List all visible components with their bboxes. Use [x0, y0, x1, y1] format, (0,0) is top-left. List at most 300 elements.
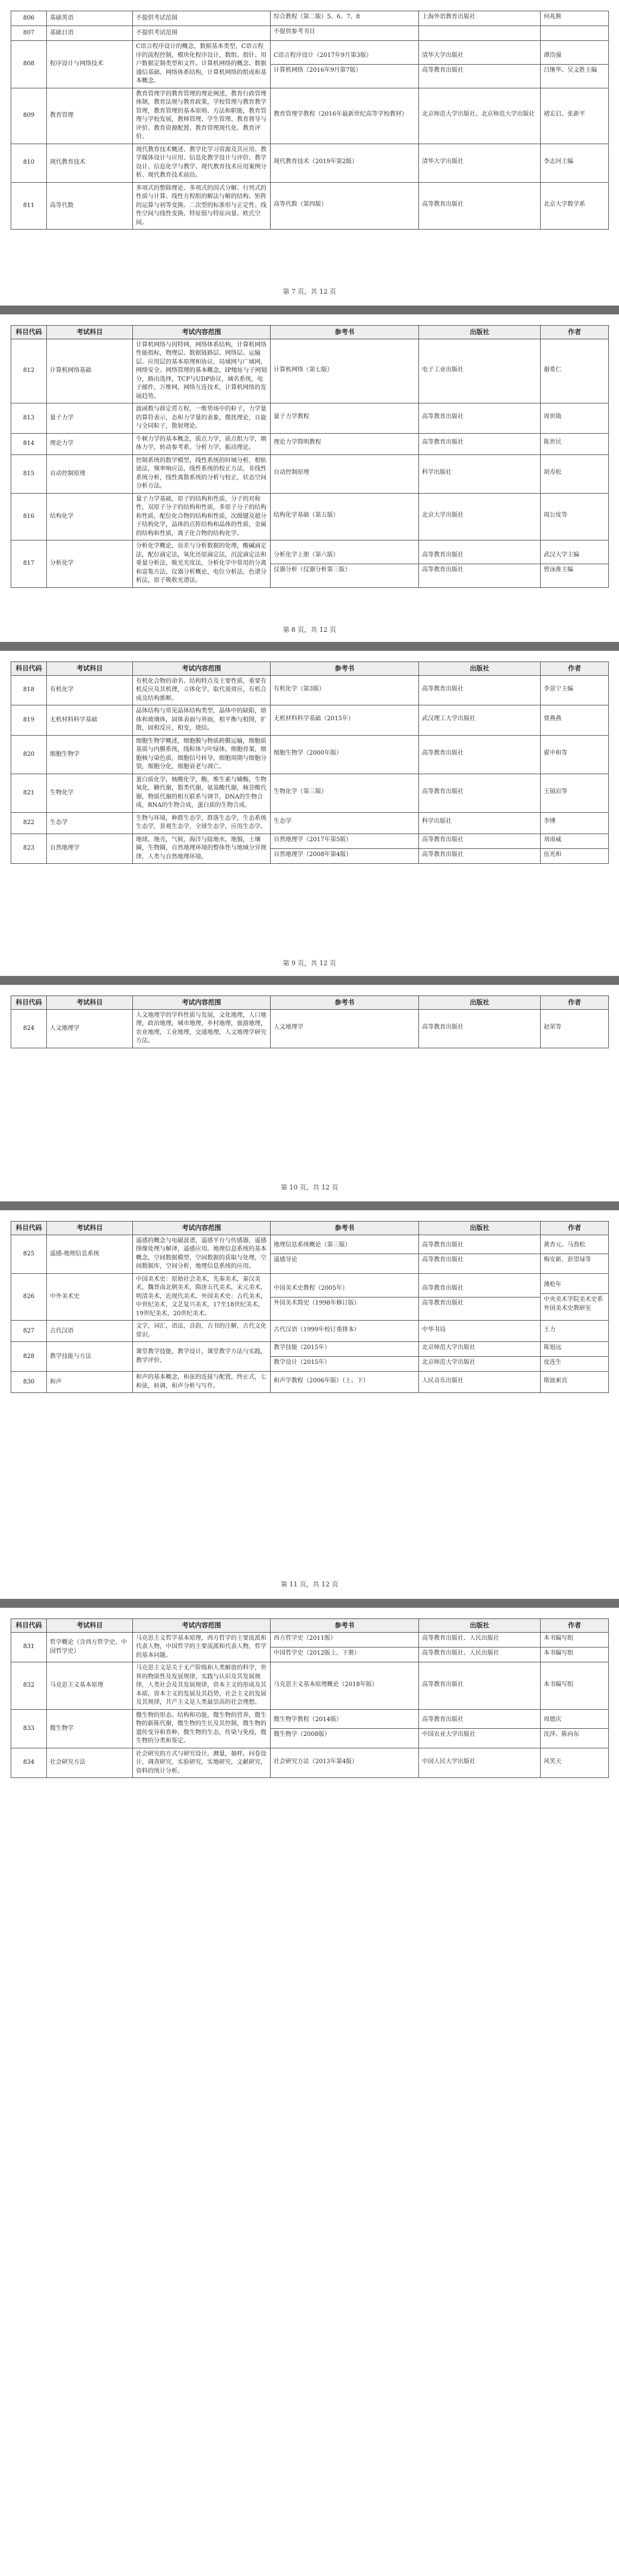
- reference-book-cell: [271, 812, 419, 834]
- subject-name-cell: 细胞生物学: [47, 735, 133, 774]
- author-cell: [541, 675, 609, 705]
- author-cell: [541, 540, 609, 588]
- exam-scope-cell: 文字，词汇，语法，音韵，古书的注解，古代文化常识。: [133, 1321, 271, 1342]
- header-ref: 参考书: [271, 1619, 419, 1633]
- header-code: 科目代码: [11, 1619, 47, 1633]
- subject-name-cell: 高等代数: [47, 182, 133, 230]
- subject-code-cell: 822: [11, 812, 47, 834]
- publisher-cell: [419, 493, 541, 540]
- reference-book-cell-entry: 细胞生物学（2000年版）: [274, 749, 342, 756]
- exam-scope-cell: 细胞生物学概述，细胞膜与物质跨膜运输，细胞质基质与内膜系统，线粒体与叶绿体，细胞骨架，细胞核与染色质，细胞信号转导，细胞周期与细胞分裂，细胞分化，细胞衰老与凋亡。: [133, 735, 271, 774]
- reference-book-cell-entry: 计算机网络（2016年9月第7版）: [274, 66, 362, 74]
- subject-name-cell: 自动控制原理: [47, 454, 133, 493]
- author-cell-entry: 本书编写组: [541, 1633, 608, 1648]
- reference-book-cell: [271, 1632, 419, 1662]
- subject-name-cell: 和声: [47, 1372, 133, 1393]
- reference-book-cell: [271, 88, 419, 144]
- subject-name-cell: 中外美术史: [47, 1273, 133, 1321]
- subject-name-cell: 马克思主义基本原理: [47, 1662, 133, 1710]
- publisher-cell-entry: 北京大学出版社: [422, 512, 464, 519]
- author-cell: [541, 705, 609, 736]
- table-body: [11, 1235, 609, 1393]
- header-name: 考试科目: [47, 1222, 133, 1235]
- author-cell-entry: 刘南威: [541, 834, 608, 849]
- reference-book-cell-entry: 和声学教程（2006年版）（上、下）: [274, 1377, 369, 1384]
- exam-scope-cell: 微生物的形态、结构和功能，微生物的营养，微生物的新陈代谢，微生物的生长及其控制，微生物的遗传变异和育种，微生物的生态，传染与免疫，微生物的分类和鉴定。: [133, 1709, 271, 1748]
- header-ref: 参考书: [271, 662, 419, 676]
- author-cell: [541, 1709, 609, 1748]
- table-body: [11, 1632, 609, 1778]
- page-footer: 第 7 页，共 12 页: [282, 288, 337, 295]
- author-cell: [541, 144, 609, 182]
- reference-book-cell-entry: 生物化学（第三版）: [274, 788, 327, 795]
- author-cell: [541, 834, 609, 864]
- reference-book-cell-entry: 中国美术史教程（2005年）: [271, 1283, 418, 1297]
- reference-book-cell-entry: 教学设计（2015年）: [274, 1359, 331, 1366]
- header-name: 考试科目: [47, 326, 133, 339]
- reference-book-cell-entry: 分析化学上册（第六版）: [271, 549, 418, 564]
- exam-table: [11, 996, 609, 1048]
- exam-table: [11, 325, 609, 588]
- reference-book-cell-entry: 社会研究方法（2013年第4版）: [274, 1758, 358, 1765]
- author-cell: [541, 454, 609, 493]
- publisher-cell-entry: 上海外语教育出版社: [422, 14, 475, 20]
- exam-scope-cell: 晶体结构与常见晶体结构类型，晶体中的缺陷，熔体和玻璃体，固体表面与界面，相平衡与相图，扩散，固相反应，相变，烧结。: [133, 705, 271, 736]
- subject-name-cell: 理论力学: [47, 433, 133, 454]
- reference-book-cell-entry: 理论力学简明教程: [274, 439, 321, 446]
- publisher-cell: [419, 339, 541, 403]
- subject-name-cell: 结构化学: [47, 493, 133, 540]
- publisher-cell-entry: 高等教育出版社: [422, 1299, 464, 1306]
- table-row: [11, 1342, 609, 1372]
- author-cell-entry: 薄松年: [541, 1279, 608, 1294]
- table-header-row: [11, 996, 609, 1010]
- subject-code-cell: 819: [11, 705, 47, 736]
- reference-book-cell: [271, 144, 419, 182]
- author-cell-entry: 曾泳淮主编: [544, 567, 573, 574]
- author-cell-entry: 陈世民: [544, 439, 561, 446]
- subject-code-cell: 827: [11, 1321, 47, 1342]
- author-cell-entry: 梅安新、彭望琭等: [544, 1257, 591, 1264]
- subject-code-cell: 812: [11, 339, 47, 403]
- exam-scope-cell: 现代教育技术概述、教学化学习资源及其应用、教学媒体设计与应用、信息化教学设计与评价、教学设计、信息化学与教学、现代教育技术应用案例分析、现代教育技术前沿。: [133, 144, 271, 182]
- reference-book-cell: [271, 1321, 419, 1342]
- reference-book-cell-entry: 自动控制原理: [274, 469, 309, 476]
- author-cell-entry: 胡寿松: [544, 469, 561, 476]
- reference-book-cell: [271, 1009, 419, 1048]
- subject-code-cell: 823: [11, 834, 47, 864]
- publisher-cell: [419, 1273, 541, 1321]
- reference-book-cell-entry: 计算机网络（第七版）: [274, 366, 333, 373]
- header-pub: 出版社: [419, 662, 541, 676]
- table-row: [11, 1709, 609, 1748]
- table-row: [11, 403, 609, 434]
- author-cell-entry: 本书编写组: [544, 1681, 573, 1688]
- table-row: [11, 705, 609, 736]
- reference-book-cell-entry: 马克思主义基本原理概论（2018年版）: [274, 1681, 378, 1688]
- author-cell: [541, 41, 609, 88]
- subject-name-cell: 遥感-地理信息系统: [47, 1235, 133, 1273]
- publisher-cell-entry: 北京师范大学出版社、北京师范大学出版社: [422, 111, 535, 117]
- table-body: [11, 1009, 609, 1048]
- reference-book-cell: [271, 403, 419, 434]
- reference-book-cell-entry: 仪器分析（仪器分析第三版）: [274, 567, 351, 574]
- author-cell: [541, 812, 609, 834]
- page-footer: 第 9 页，共 12 页: [282, 959, 337, 967]
- page-footer: 第 8 页，共 12 页: [282, 626, 337, 634]
- publisher-cell: [419, 735, 541, 774]
- author-cell: [541, 1748, 609, 1778]
- publisher-cell-entry: 高等教育出版社: [422, 788, 464, 795]
- header-name: 考试科目: [47, 662, 133, 676]
- author-cell-entry: 北京大学数学系: [544, 201, 585, 208]
- author-cell-entry: 周世勋: [544, 414, 561, 421]
- author-cell-entry: 王镜岩等: [544, 788, 567, 795]
- subject-code-cell: 815: [11, 454, 47, 493]
- subject-code-cell: 818: [11, 675, 47, 705]
- exam-scope-cell: 波函数与薛定谔方程，一维势场中的粒子，力学量的算符表示，态和力学量的表象，微扰理论，自旋与全同粒子，散射理论。: [133, 403, 271, 434]
- author-cell: [541, 493, 609, 540]
- table-row: [11, 735, 609, 774]
- author-cell: [541, 1235, 609, 1273]
- reference-book-cell: [271, 26, 419, 41]
- subject-name-cell: 基础英语: [47, 11, 133, 26]
- publisher-cell-entry: 高等教育出版社: [422, 201, 464, 208]
- subject-code-cell: 834: [11, 1748, 47, 1778]
- table-body: [11, 11, 609, 230]
- publisher-cell: [419, 1235, 541, 1273]
- table-header-row: [11, 326, 609, 339]
- author-cell-entry: [541, 26, 608, 40]
- reference-book-cell-entry: 地理信息系统概论（第三版）: [271, 1239, 418, 1254]
- exam-scope-cell: 牛顿力学的基本概念，质点力学，质点组力学，刚体力学，转动参考系，分析力学，振动理论。: [133, 433, 271, 454]
- reference-book-cell-entry: 无机材料科学基础（2015年）: [274, 715, 354, 723]
- subject-name-cell: 无机材料科学基础: [47, 705, 133, 736]
- exam-scope-cell: 分析化学概论，误差与分析数据的处理，酸碱滴定法，配位滴定法，氧化还原滴定法，沉淀滴定法和重量分析法，吸光光度法，分析化学中常用的分离和富集方法，仪器分析概论，电位分析法，色谱分析法，原子吸收光谱法。: [133, 540, 271, 588]
- publisher-cell-entry: 清华大学出版社: [419, 50, 540, 65]
- reference-book-cell: [271, 182, 419, 230]
- publisher-cell-entry: 中国人民大学出版社: [422, 1758, 475, 1765]
- reference-book-cell: [271, 454, 419, 493]
- table-row: [11, 540, 609, 588]
- reference-book-cell-entry: 微生物学（2008版）: [274, 1731, 331, 1738]
- subject-code-cell: 810: [11, 144, 47, 182]
- author-cell: [541, 1662, 609, 1710]
- document-page: [0, 985, 619, 1201]
- reference-book-cell-entry: 自然地理学（2008年第4版）: [274, 851, 352, 858]
- author-cell-entry: 李景宁主编: [544, 685, 573, 692]
- publisher-cell-entry: 高等教育出版社: [422, 439, 464, 446]
- table-header-row: [11, 1619, 609, 1633]
- author-cell-entry: 沈萍、陈向东: [544, 1731, 579, 1738]
- subject-name-cell: 微生物学: [47, 1709, 133, 1748]
- header-name: 考试科目: [47, 1619, 133, 1633]
- reference-book-cell: [271, 1372, 419, 1393]
- publisher-cell-entry: 高等教育出版社: [422, 414, 464, 421]
- exam-scope-cell: 马克思主义哲学基本原理，西方哲学的主要流派和代表人物，中国哲学的主要流派和代表人物，哲学的基本问题。: [133, 1632, 271, 1662]
- subject-code-cell: 832: [11, 1662, 47, 1710]
- table-row: [11, 1273, 609, 1321]
- header-code: 科目代码: [11, 662, 47, 676]
- table-row: [11, 454, 609, 493]
- author-cell-entry: 谭浩强: [541, 50, 608, 65]
- publisher-cell: [419, 540, 541, 588]
- subject-name-cell: 有机化学: [47, 675, 133, 705]
- author-cell: [541, 339, 609, 403]
- reference-book-cell-entry: 微生物学教程（2014版）: [271, 1714, 418, 1729]
- reference-book-cell: [271, 1235, 419, 1273]
- author-cell-entry: 本书编写组: [544, 1650, 573, 1657]
- author-cell-entry: 翟中和等: [544, 749, 567, 756]
- reference-book-cell-entry: 结构化学基础（第五版）: [274, 512, 339, 519]
- reference-book-cell-entry: 遥感导论: [274, 1257, 297, 1264]
- author-cell: [541, 735, 609, 774]
- table-header-row: [11, 662, 609, 676]
- publisher-cell: [419, 1632, 541, 1662]
- publisher-cell-entry: 高等教育出版社: [422, 851, 464, 858]
- reference-book-cell: [271, 339, 419, 403]
- publisher-cell-entry: 高等教育出版社、人民出版社: [422, 1650, 499, 1657]
- publisher-cell-entry: 高等教育出版社: [422, 685, 464, 692]
- exam-scope-cell: 控制系统的数学模型，线性系统的时域分析，根轨迹法，频率响应法，线性系统的校正方法，非线性系统分析，线性离散系统的分析与校正，状态空间分析方法。: [133, 454, 271, 493]
- author-cell: [541, 182, 609, 230]
- exam-scope-cell: 和声的基本概念，和弦的连接与配置，终止式，七和弦，转调，和声分析与写作。: [133, 1372, 271, 1393]
- publisher-cell: [419, 454, 541, 493]
- publisher-cell: [419, 812, 541, 834]
- subject-code-cell: 820: [11, 735, 47, 774]
- table-row: [11, 675, 609, 705]
- publisher-cell-entry: 中国农业大学出版社: [422, 1731, 475, 1738]
- reference-book-cell-entry: 中国哲学史（2012版上、下册）: [274, 1650, 360, 1657]
- header-ref: 参考书: [271, 1222, 419, 1235]
- header-scope: 考试内容范围: [133, 1222, 271, 1235]
- author-cell-entry: 李博: [544, 818, 555, 825]
- reference-book-cell: [271, 834, 419, 864]
- document-page: [0, 0, 619, 306]
- publisher-cell: [419, 88, 541, 144]
- reference-book-cell-entry: 教学技能（2015年）: [271, 1342, 418, 1357]
- author-cell-entry: 贾燕燕: [544, 715, 561, 723]
- reference-book-cell-entry: 人文地理学: [274, 1023, 303, 1031]
- reference-book-cell: [271, 735, 419, 774]
- exam-table: [11, 1221, 609, 1393]
- publisher-cell: [419, 144, 541, 182]
- reference-book-cell-entry: 高等代数（第四版）: [274, 201, 327, 208]
- document-page: [0, 314, 619, 642]
- header-scope: 考试内容范围: [133, 326, 271, 339]
- author-cell-entry: 武汉大学主编: [541, 549, 608, 564]
- header-scope: 考试内容范围: [133, 662, 271, 676]
- table-body: [11, 339, 609, 587]
- header-code: 科目代码: [11, 996, 47, 1010]
- subject-code-cell: 813: [11, 403, 47, 434]
- subject-code-cell: 825: [11, 1235, 47, 1273]
- publisher-cell-entry: 清华大学出版社: [422, 158, 464, 165]
- reference-book-cell: [271, 41, 419, 88]
- subject-name-cell: 量子力学: [47, 403, 133, 434]
- exam-scope-cell: 蛋白质化学，核酸化学，酶，维生素与辅酶，生物氧化，糖代谢，脂类代谢，氨基酸代谢，核苷酸代谢，物质代谢的相互联系与调节，DNA的生物合成，RNA的生物合成，蛋白质的生物合成。: [133, 774, 271, 812]
- exam-table: [11, 662, 609, 864]
- exam-scope-cell: 人文地理学的学科性质与发展，文化地理，人口地理，政治地理，城市地理，乡村地理，旅游地理，农业地理，工业地理，交通地理，人文地理学研究方法。: [133, 1009, 271, 1048]
- reference-book-cell-entry: 古代汉语（1999年校订重排本）: [274, 1326, 360, 1333]
- reference-book-cell-entry: 现代教育技术（2019年第2版）: [274, 158, 358, 165]
- author-cell-entry: 中央美术学院美术史系外国美术史教研室: [544, 1296, 603, 1312]
- publisher-cell-entry: 高等教育出版社: [422, 1681, 464, 1688]
- publisher-cell: [419, 1662, 541, 1710]
- reference-book-cell: [271, 1748, 419, 1778]
- subject-name-cell: 分析化学: [47, 540, 133, 588]
- exam-scope-cell: 多项式的整除理论、多项式的因式分解、行列式的性质与计算、线性方程组的解法与解的结构、矩阵的运算与初等变换、二次型的标准形与正定性、线性空间与线性变换、特征值与特征向量、欧氏空间。: [133, 182, 271, 230]
- publisher-cell-entry: 高等教育出版社: [422, 567, 464, 574]
- author-cell: [541, 403, 609, 434]
- page-footer: 第 10 页，共 12 页: [281, 1184, 338, 1191]
- publisher-cell-entry: 人民音乐出版社: [422, 1377, 464, 1384]
- subject-name-cell: 教学技能与方法: [47, 1342, 133, 1372]
- author-cell: [541, 1321, 609, 1342]
- subject-name-cell: 生态学: [47, 812, 133, 834]
- author-cell-entry: 谢希仁: [544, 366, 561, 373]
- publisher-cell-entry: 科学出版社: [422, 818, 452, 825]
- table-body: [11, 675, 609, 864]
- header-scope: 考试内容范围: [133, 1619, 271, 1633]
- table-row: [11, 144, 609, 182]
- reference-book-cell: [271, 675, 419, 705]
- header-code: 科目代码: [11, 326, 47, 339]
- publisher-cell: [419, 403, 541, 434]
- author-cell: [541, 433, 609, 454]
- header-ref: 参考书: [271, 996, 419, 1010]
- author-cell-entry: 风笑天: [544, 1758, 561, 1765]
- table-row: [11, 1235, 609, 1273]
- header-pub: 出版社: [419, 1619, 541, 1633]
- exam-table: [11, 1618, 609, 1778]
- reference-book-cell: [271, 1662, 419, 1710]
- publisher-cell-entry: 高等教育出版社: [419, 1283, 540, 1297]
- subject-name-cell: 哲学概论（含西方哲学史、中国哲学史）: [47, 1632, 133, 1662]
- table-row: [11, 774, 609, 812]
- author-cell: [541, 1372, 609, 1393]
- table-row: [11, 339, 609, 403]
- publisher-cell-entry: 高等教育出版社: [419, 834, 540, 849]
- publisher-cell-entry: 武汉理工大学出版社: [422, 715, 475, 723]
- header-ref: 参考书: [271, 326, 419, 339]
- author-cell: [541, 88, 609, 144]
- header-pub: 出版社: [419, 1222, 541, 1235]
- publisher-cell-entry: 高等教育出版社: [422, 749, 464, 756]
- page-footer: 第 11 页，共 12 页: [281, 1580, 338, 1588]
- subject-name-cell: 生物化学: [47, 774, 133, 812]
- subject-code-cell: 830: [11, 1372, 47, 1393]
- author-cell-entry: 吕继华、吴文胜主编: [544, 66, 597, 74]
- table-row: [11, 1321, 609, 1342]
- publisher-cell-entry: 高等教育出版社: [422, 1023, 464, 1031]
- reference-book-cell-entry: 综合教程（第二版）5、6、7、8: [274, 14, 360, 20]
- author-cell: [541, 1273, 609, 1321]
- header-author: 作者: [541, 326, 609, 339]
- author-cell-entry: 褚宏启、张新平: [544, 111, 585, 117]
- header-author: 作者: [541, 662, 609, 676]
- table-row: [11, 182, 609, 230]
- subject-code-cell: 817: [11, 540, 47, 588]
- author-cell-entry: 斯波索宾: [544, 1377, 567, 1384]
- exam-scope-cell: 课堂教学技能，教学设计，课堂教学方法与实践，教学评价。: [133, 1342, 271, 1372]
- publisher-cell: [419, 1342, 541, 1372]
- header-scope: 考试内容范围: [133, 996, 271, 1010]
- publisher-cell-entry: 高等教育出版社、人民出版社: [419, 1633, 540, 1648]
- subject-code-cell: 833: [11, 1709, 47, 1748]
- exam-scope-cell: 教育管理学的教育管理的理论阐述，教育行政管理体制，教育法规与教育政策，学校管理与教育教学管理，教育管理的基本原则、方法和职能，教育管理与学校发展，教师管理、学生管理、教育督导与评价、教育资源配置、教育管理现代化、教育评价。: [133, 88, 271, 144]
- publisher-cell-entry: [419, 26, 540, 40]
- reference-book-cell: [271, 705, 419, 736]
- publisher-cell: [419, 433, 541, 454]
- subject-name-cell: 社会研究方法: [47, 1748, 133, 1778]
- subject-code-cell: 814: [11, 433, 47, 454]
- reference-book-cell: [271, 493, 419, 540]
- author-cell: [541, 11, 609, 26]
- reference-book-cell-entry: C语言程序设计（2017年9月第3版）: [271, 50, 418, 65]
- subject-code-cell: 809: [11, 88, 47, 144]
- document-page: [0, 651, 619, 976]
- table-row: [11, 26, 609, 41]
- table-row: [11, 1372, 609, 1393]
- publisher-cell: [419, 705, 541, 736]
- exam-scope-cell: 马克思主义是关于无产阶级和人类解放的科学，世界的物质性及发展规律，实践与认识及其发展规律，人类社会及其发展规律，资本主义的形成及其本质，资本主义的发展及其趋势，社会主义的发展及其规律，共产主义是人类最崇高的社会理想。: [133, 1662, 271, 1710]
- author-cell-entry: 皮连生: [544, 1359, 561, 1366]
- author-cell-entry: 黄杏元、马劲松: [541, 1239, 608, 1254]
- reference-book-cell-entry: 不提供参考书目: [274, 28, 315, 35]
- table-row: [11, 433, 609, 454]
- publisher-cell: [419, 182, 541, 230]
- subject-code-cell: 808: [11, 41, 47, 88]
- header-author: 作者: [541, 1222, 609, 1235]
- reference-book-cell-entry: 生态学: [274, 818, 291, 825]
- publisher-cell-entry: 高等教育出版社: [419, 1239, 540, 1254]
- document-page: [0, 1608, 619, 2576]
- header-author: 作者: [541, 996, 609, 1010]
- author-cell: [541, 1342, 609, 1372]
- header-name: 考试科目: [47, 996, 133, 1010]
- author-cell-entry: 何兆熊: [544, 14, 561, 20]
- exam-table: [11, 11, 609, 230]
- subject-name-cell: 古代汉语: [47, 1321, 133, 1342]
- subject-name-cell: 计算机网络基础: [47, 339, 133, 403]
- exam-scope-cell: 中国美术史：原始社会美术，先秦美术，秦汉美术，魏晋南北朝美术，隋唐五代美术，宋元美术，明清美术，近现代美术。外国美术史：古代美术，中世纪美术，文艺复兴美术，17至18世纪美术，19世纪美术，20世纪美术。: [133, 1273, 271, 1321]
- table-row: [11, 1009, 609, 1048]
- publisher-cell: [419, 834, 541, 864]
- reference-book-cell: [271, 1273, 419, 1321]
- exam-scope-cell: 计算机网络与因特网，网络体系结构，计算机网络性能指标，物理层、数据链路层、网络层、运输层、应用层的基本原理和协议，局域网与广域网，网络安全、网络管理的基本概念，IP地址与子网划分，路由选择，TCP与UDP协议，域名系统，电子邮件，万维网，网络互连技术，计算机网络的发展趋势。: [133, 339, 271, 403]
- publisher-cell: [419, 11, 541, 26]
- table-row: [11, 493, 609, 540]
- header-pub: 出版社: [419, 996, 541, 1010]
- exam-scope-cell: 遥感的概念与电磁波谱，遥感平台与传感器，遥感图像处理与解译，遥感应用。地理信息系统的基本概念，空间数据模型，空间数据的获取与处理，空间数据库，空间分析，地理信息系统的应用。: [133, 1235, 271, 1273]
- publisher-cell-entry: 北京师范大学出版社: [419, 1342, 540, 1357]
- subject-code-cell: 826: [11, 1273, 47, 1321]
- table-row: [11, 1748, 609, 1778]
- subject-code-cell: 806: [11, 11, 47, 26]
- publisher-cell: [419, 1709, 541, 1748]
- publisher-cell: [419, 41, 541, 88]
- publisher-cell-entry: 高等教育出版社: [419, 549, 540, 564]
- table-row: [11, 88, 609, 144]
- reference-book-cell: [271, 11, 419, 26]
- publisher-cell: [419, 675, 541, 705]
- exam-scope-cell: 不提供考试范围: [133, 26, 271, 41]
- table-row: [11, 1632, 609, 1662]
- publisher-cell-entry: 北京师范大学出版社: [422, 1359, 475, 1366]
- subject-name-cell: 人文地理学: [47, 1009, 133, 1048]
- table-header-row: [11, 1222, 609, 1235]
